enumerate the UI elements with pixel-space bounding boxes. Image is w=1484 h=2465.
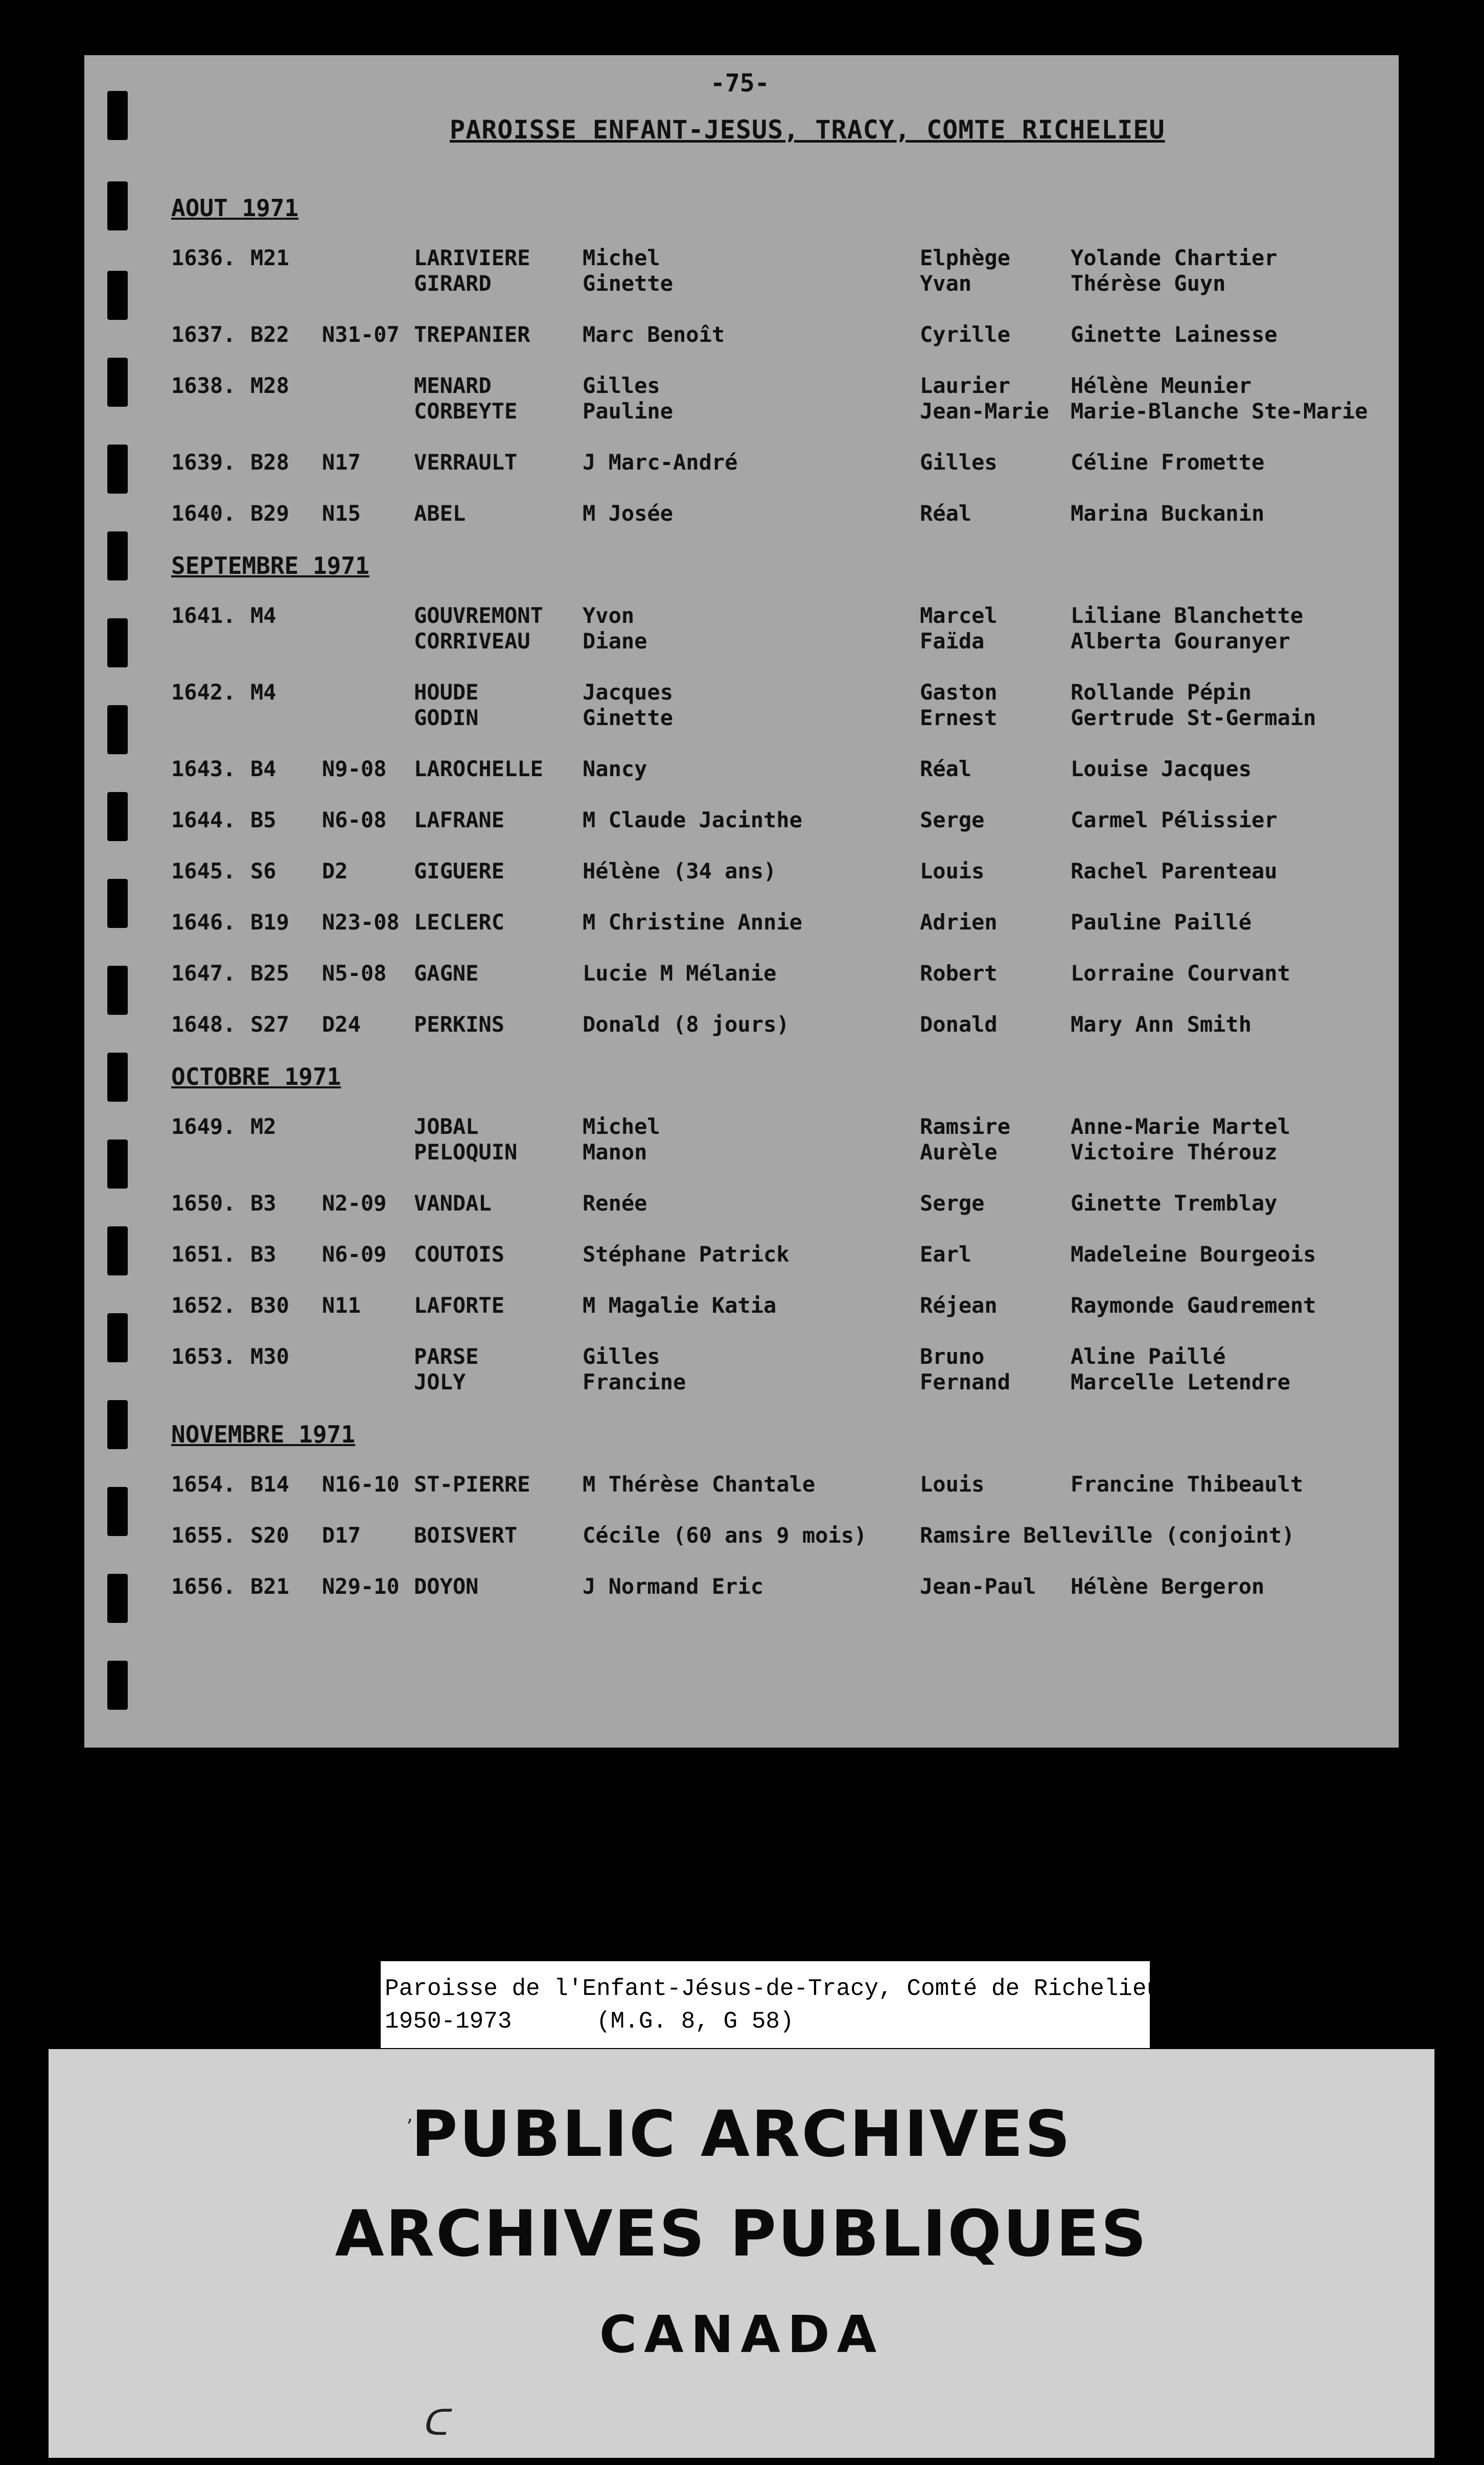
entry-given: Yvon Diane (583, 603, 647, 654)
archive-label (381, 1961, 1175, 2048)
month-heading: NOVEMBRE 1971 (171, 1421, 356, 1448)
entry-parent: Serge (920, 807, 985, 832)
binder-hole (107, 792, 128, 841)
entry-given: Stéphane Patrick (583, 1242, 790, 1267)
page-number: -75- (710, 69, 770, 98)
entry-code: M28 (250, 373, 289, 398)
entry-parent: Réal (920, 501, 972, 526)
entry-given: Michel Ginette (583, 245, 674, 296)
entry-given: M Thérèse Chantale (583, 1472, 816, 1497)
entry-code: B14 (250, 1472, 289, 1497)
archive-label-line1: Paroisse de l'Enfant-Jésus-de-Tracy, Comté de Richelieu, (385, 1975, 1175, 2002)
banner-line1: PUBLIC ARCHIVES (411, 2098, 1072, 2171)
entry-parent: Gilles (920, 450, 998, 475)
entry-surname: PARSE JOLY (414, 1344, 479, 1394)
entry-surname: PERKINS (414, 1012, 505, 1037)
entry-code: B4 (250, 756, 276, 781)
entry-given: Donald (8 jours) (583, 1012, 790, 1037)
entry-surname: LECLERC (414, 910, 505, 935)
entry-code: M4 (250, 680, 276, 705)
entry-code: B22 (250, 322, 289, 347)
entry-no: 1636. (171, 245, 236, 270)
entry-parent: Donald (920, 1012, 998, 1037)
entry-code: M4 (250, 603, 276, 628)
entry-parent: Adrien (920, 910, 998, 935)
entry-parent: Bruno Fernand (920, 1344, 1011, 1394)
pencil-mark: ’ (406, 2115, 413, 2139)
entry-no: 1642. (171, 680, 236, 705)
binder-hole (107, 1140, 128, 1189)
entry-no: 1643. (171, 756, 236, 781)
entry-surname: LARIVIERE GIRARD (414, 245, 530, 296)
entry-surname: GOUVREMONT CORRIVEAU (414, 603, 543, 654)
binder-hole (107, 271, 128, 320)
entry-surname: LAFORTE (414, 1293, 505, 1318)
entry-no: 1652. (171, 1293, 236, 1318)
entry-surname: GAGNE (414, 961, 479, 986)
entry-no: 1640. (171, 501, 236, 526)
entry-surname: JOBAL PELOQUIN (414, 1114, 518, 1165)
entry-other: Rachel Parenteau (1071, 858, 1278, 883)
entry-ref: N17 (322, 450, 361, 475)
month-heading: AOUT 1971 (171, 194, 299, 222)
entry-parent: Jean-Paul (920, 1574, 1036, 1599)
banner-line3: CANADA (599, 2305, 884, 2364)
entry-surname: LAROCHELLE (414, 756, 543, 781)
entry-code: B3 (250, 1191, 276, 1216)
entry-no: 1651. (171, 1242, 236, 1267)
entry-surname: LAFRANE (414, 807, 505, 832)
entry-no: 1639. (171, 450, 236, 475)
entry-given: Hélène (34 ans) (583, 858, 777, 883)
entry-parent: Louis (920, 1472, 985, 1497)
entry-code: M21 (250, 245, 289, 270)
entry-other: Ginette Tremblay (1071, 1191, 1278, 1216)
entry-ref: N29-10 (322, 1574, 400, 1599)
entry-ref: D17 (322, 1523, 361, 1548)
entry-no: 1650. (171, 1191, 236, 1216)
entry-ref: N2-09 (322, 1191, 387, 1216)
entry-given: M Josée (583, 501, 674, 526)
entry-parent: Marcel Faïda (920, 603, 998, 654)
entry-given: Gilles Pauline (583, 373, 674, 424)
entry-ref: N6-09 (322, 1242, 387, 1267)
binder-hole (107, 445, 128, 494)
entry-code: B25 (250, 961, 289, 986)
entry-other: Ginette Lainesse (1071, 322, 1278, 347)
entry-given: M Claude Jacinthe (583, 807, 802, 832)
entry-other: Louise Jacques (1071, 756, 1252, 781)
entry-no: 1645. (171, 858, 236, 883)
entry-parent: Cyrille (920, 322, 1011, 347)
entry-no: 1646. (171, 910, 236, 935)
pencil-mark: ᑕ (422, 2402, 448, 2444)
entry-other: Anne-Marie Martel Victoire Thérouz (1071, 1114, 1290, 1165)
entry-other: Rollande Pépin Gertrude St-Germain (1071, 680, 1316, 730)
entry-code: S27 (250, 1012, 289, 1037)
entry-no: 1648. (171, 1012, 236, 1037)
binder-hole (107, 1226, 128, 1275)
entry-parent: Gaston Ernest (920, 680, 998, 730)
entry-parent: Ramsire Aurèle (920, 1114, 1011, 1165)
entry-ref: N23-08 (322, 910, 400, 935)
entry-code: M2 (250, 1114, 276, 1139)
entry-given: Jacques Ginette (583, 680, 674, 730)
binder-hole (107, 1400, 128, 1449)
entry-ref: N31-07 (322, 322, 400, 347)
entry-ref: N5-08 (322, 961, 387, 986)
entry-code: B29 (250, 501, 289, 526)
entry-no: 1647. (171, 961, 236, 986)
entry-other: Aline Paillé Marcelle Letendre (1071, 1344, 1290, 1394)
entry-given: Gilles Francine (583, 1344, 686, 1394)
entry-surname: DOYON (414, 1574, 479, 1599)
entry-code: B30 (250, 1293, 289, 1318)
entry-surname: BOISVERT (414, 1523, 518, 1548)
entry-given: J Normand Eric (583, 1574, 764, 1599)
entry-other: Mary Ann Smith (1071, 1012, 1252, 1037)
entry-code: B5 (250, 807, 276, 832)
binder-hole (107, 1313, 128, 1362)
entry-ref: N16-10 (322, 1472, 400, 1497)
entry-given: Michel Manon (583, 1114, 660, 1165)
entry-parent: Laurier Jean-Marie (920, 373, 1049, 424)
entry-surname: VANDAL (414, 1191, 492, 1216)
page-title: PAROISSE ENFANT-JESUS, TRACY, COMTE RICHELIEU (450, 115, 1165, 145)
entry-other: Marina Buckanin (1071, 501, 1265, 526)
entry-parent: Robert (920, 961, 998, 986)
entry-code: M30 (250, 1344, 289, 1369)
entry-ref: N11 (322, 1293, 361, 1318)
entry-no: 1637. (171, 322, 236, 347)
entry-given: Marc Benoît (583, 322, 725, 347)
entry-parent: Ramsire Belleville (conjoint) (920, 1523, 1295, 1548)
entry-code: B21 (250, 1574, 289, 1599)
entry-other: Céline Fromette (1071, 450, 1265, 475)
entry-no: 1655. (171, 1523, 236, 1548)
entry-surname: ABEL (414, 501, 466, 526)
entry-surname: VERRAULT (414, 450, 518, 475)
binder-hole (107, 531, 128, 580)
binder-hole (107, 1487, 128, 1536)
entry-other: Pauline Paillé (1071, 910, 1252, 935)
entry-other: Lorraine Courvant (1071, 961, 1290, 986)
entry-other: Hélène Bergeron (1071, 1574, 1265, 1599)
binder-hole (107, 181, 128, 230)
banner-line2: ARCHIVES PUBLIQUES (335, 2197, 1148, 2271)
binder-hole (107, 618, 128, 667)
entry-other: Francine Thibeault (1071, 1472, 1304, 1497)
entry-no: 1644. (171, 807, 236, 832)
entry-given: Cécile (60 ans 9 mois) (583, 1523, 867, 1548)
entry-parent: Elphège Yvan (920, 245, 1011, 296)
binder-hole (107, 705, 128, 754)
entry-ref: N15 (322, 501, 361, 526)
entry-other: Hélène Meunier Marie-Blanche Ste-Marie (1071, 373, 1368, 424)
entry-surname: HOUDE GODIN (414, 680, 479, 730)
entry-code: S6 (250, 858, 276, 883)
entry-given: J Marc-André (583, 450, 738, 475)
entry-surname: COUTOIS (414, 1242, 505, 1267)
entry-ref: D2 (322, 858, 348, 883)
entry-ref: N9-08 (322, 756, 387, 781)
entry-given: Renée (583, 1191, 647, 1216)
entry-parent: Réal (920, 756, 972, 781)
binder-hole (107, 358, 128, 407)
month-heading: OCTOBRE 1971 (171, 1063, 341, 1090)
entry-no: 1641. (171, 603, 236, 628)
entry-other: Liliane Blanchette Alberta Gouranyer (1071, 603, 1304, 654)
binder-hole (107, 879, 128, 928)
entry-other: Madeleine Bourgeois (1071, 1242, 1316, 1267)
binder-hole (107, 1661, 128, 1710)
binder-hole (107, 966, 128, 1015)
entry-parent: Réjean (920, 1293, 998, 1318)
entry-no: 1653. (171, 1344, 236, 1369)
entry-ref: N6-08 (322, 807, 387, 832)
entry-no: 1649. (171, 1114, 236, 1139)
entry-no: 1654. (171, 1472, 236, 1497)
entry-given: M Christine Annie (583, 910, 802, 935)
entry-other: Raymonde Gaudrement (1071, 1293, 1316, 1318)
entry-surname: ST-PIERRE (414, 1472, 530, 1497)
entry-parent: Earl (920, 1242, 972, 1267)
binder-hole (107, 1574, 128, 1623)
archive-label-line2: 1950-1973 (M.G. 8, G 58) (385, 2008, 794, 2035)
entry-given: M Magalie Katia (583, 1293, 777, 1318)
entry-code: S20 (250, 1523, 289, 1548)
entry-surname: GIGUERE (414, 858, 505, 883)
binder-hole (107, 91, 128, 140)
entry-no: 1656. (171, 1574, 236, 1599)
entry-other: Yolande Chartier Thérèse Guyn (1071, 245, 1278, 296)
archives-banner (49, 2049, 1434, 2458)
entry-code: B19 (250, 910, 289, 935)
entry-parent: Louis (920, 858, 985, 883)
entry-no: 1638. (171, 373, 236, 398)
entry-given: Lucie M Mélanie (583, 961, 777, 986)
entry-surname: TREPANIER (414, 322, 530, 347)
month-heading: SEPTEMBRE 1971 (171, 552, 369, 579)
entry-parent: Serge (920, 1191, 985, 1216)
entry-other: Carmel Pélissier (1071, 807, 1278, 832)
entry-surname: MENARD CORBEYTE (414, 373, 518, 424)
binder-hole (107, 1053, 128, 1102)
entry-ref: D24 (322, 1012, 361, 1037)
entry-code: B28 (250, 450, 289, 475)
entry-given: Nancy (583, 756, 647, 781)
entry-code: B3 (250, 1242, 276, 1267)
